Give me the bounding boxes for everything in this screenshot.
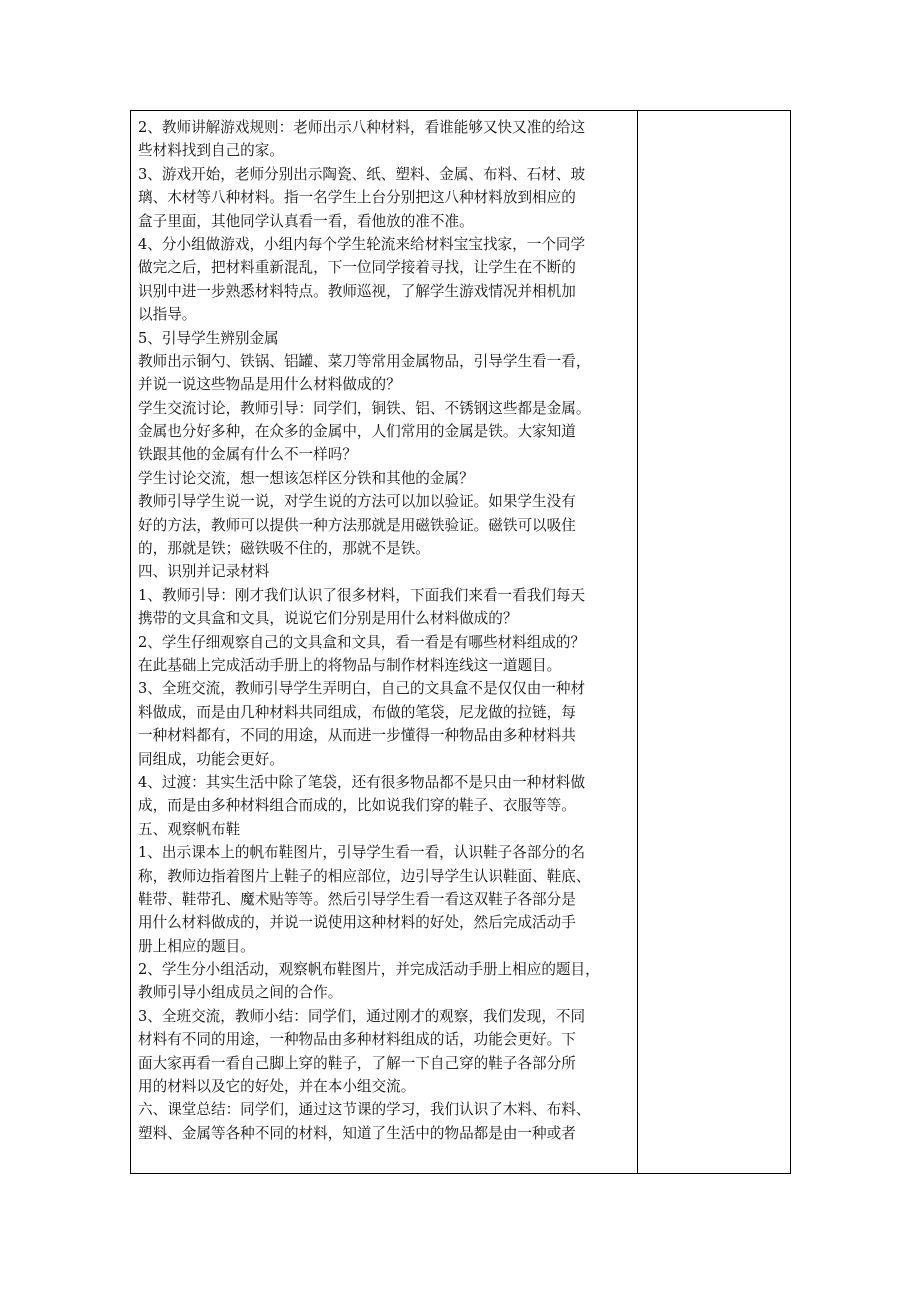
text-line: 4、过渡：其实生活中除了笔袋，还有很多物品都不是只由一种材料做 xyxy=(138,773,586,791)
text-line: 称，教师边指着图片上鞋子的相应部位，边引导学生认识鞋面、鞋底、 xyxy=(138,867,591,885)
text-line: 璃、木材等八种材料。指一名学生上台分别把这八种材料放到相应的 xyxy=(138,189,576,207)
text-line: 做完之后，把材料重新混乱，下一位同学接着寻找，让学生在不断的 xyxy=(138,259,576,277)
text-line: 教师引导小组成员之间的合作。 xyxy=(138,984,343,1002)
text-line: 材料有不同的用途，一种物品由多种材料组成的话，功能会更好。下 xyxy=(138,1031,576,1049)
text-line: 1、教师引导：刚才我们认识了很多材料，下面我们来看一看我们每天 xyxy=(138,586,586,604)
text-line: 学生讨论交流，想一想该怎样区分铁和其他的金属？ xyxy=(138,469,474,487)
text-line: 教师出示铜勺、铁锅、铝罐、菜刀等常用金属物品，引导学生看一看， xyxy=(138,352,591,370)
text-line: 铁跟其他的金属有什么不一样吗？ xyxy=(138,446,357,464)
text-line: 塑料、金属等各种不同的材料，知道了生活中的物品都是由一种或者 xyxy=(138,1124,576,1142)
text-line: 3、全班交流，教师引导学生弄明白，自己的文具盒不是仅仅由一种材 xyxy=(138,680,586,698)
text-line: 携带的文具盒和文具，说说它们分别是用什么材料做成的？ xyxy=(138,610,518,628)
text-line: 2、学生仔细观察自己的文具盒和文具，看一看是有哪些材料组成的？ xyxy=(138,633,586,651)
text-line: 5、引导学生辨别金属 xyxy=(138,329,279,347)
text-line: 2、学生分小组活动，观察帆布鞋图片，并完成活动手册上相应的题目， xyxy=(138,961,600,979)
text-line: 五、观察帆布鞋 xyxy=(138,820,241,838)
text-line: 在此基础上完成活动手册上的将物品与制作材料连线这一道题目。 xyxy=(138,656,562,674)
text-line: 1、出示课本上的帆布鞋图片，引导学生看一看，认识鞋子各部分的名 xyxy=(138,844,586,862)
text-line: 金属也分好多种，在众多的金属中，人们常用的金属是铁。大家知道 xyxy=(138,423,576,441)
text-line: 学生交流讨论，教师引导：同学们，铜铁、铝、不锈钢这些都是金属。 xyxy=(138,399,591,417)
text-line: 识别中进一步熟悉材料特点。教师巡视，了解学生游戏情况并相机加 xyxy=(138,282,576,300)
text-line: 册上相应的题目。 xyxy=(138,937,255,955)
text-line: 同组成，功能会更好。 xyxy=(138,750,284,768)
text-line: 盒子里面，其他同学认真看一看，看他放的准不准。 xyxy=(138,212,474,230)
text-line: 面大家再看一看自己脚上穿的鞋子，了解一下自己穿的鞋子各部分所 xyxy=(138,1054,576,1072)
text-line: 六、课堂总结：同学们，通过这节课的学习，我们认识了木料、布料、 xyxy=(138,1101,591,1119)
text-line: 4、分小组做游戏，小组内每个学生轮流来给材料宝宝找家，一个同学 xyxy=(138,235,586,253)
text-line: 用什么材料做成的，并说一说使用这种材料的好处，然后完成活动手 xyxy=(138,914,576,932)
text-line: 些材料找到自己的家。 xyxy=(138,142,284,160)
text-line: 以指导。 xyxy=(138,306,197,324)
text-line: 3、全班交流，教师小结：同学们，通过刚才的观察，我们发现，不同 xyxy=(138,1007,586,1025)
text-line: 成，而是由多种材料组合而成的，比如说我们穿的鞋子、衣服等等。 xyxy=(138,797,576,815)
text-line: 的，那就是铁；磁铁吸不住的，那就不是铁。 xyxy=(138,540,430,558)
text-line: 好的方法，教师可以提供一种方法那就是用磁铁验证。磁铁可以吸住 xyxy=(138,516,576,534)
text-line: 并说一说这些物品是用什么材料做成的？ xyxy=(138,376,401,394)
lesson-content-cell xyxy=(131,111,638,1173)
text-line: 教师引导学生说一说，对学生说的方法可以加以验证。如果学生没有 xyxy=(138,493,576,511)
text-line: 四、识别并记录材料 xyxy=(138,563,270,581)
notes-cell xyxy=(638,111,790,1173)
text-line: 用的材料以及它的好处，并在本小组交流。 xyxy=(138,1078,416,1096)
lesson-plan-table xyxy=(130,110,791,1174)
text-line: 一种材料都有，不同的用途，从而进一步懂得一种物品由多种材料共 xyxy=(138,727,576,745)
text-line: 2、教师讲解游戏规则：老师出示八种材料，看谁能够又快又准的给这 xyxy=(138,119,586,136)
text-line: 料做成，而是由几种材料共同组成，布做的笔袋，尼龙做的拉链，每 xyxy=(138,703,576,721)
text-line: 鞋带、鞋带孔、魔术贴等等。然后引导学生看一看这双鞋子各部分是 xyxy=(138,890,576,908)
text-line: 3、游戏开始，老师分别出示陶瓷、纸、塑料、金属、布料、石材、玻 xyxy=(138,165,586,183)
